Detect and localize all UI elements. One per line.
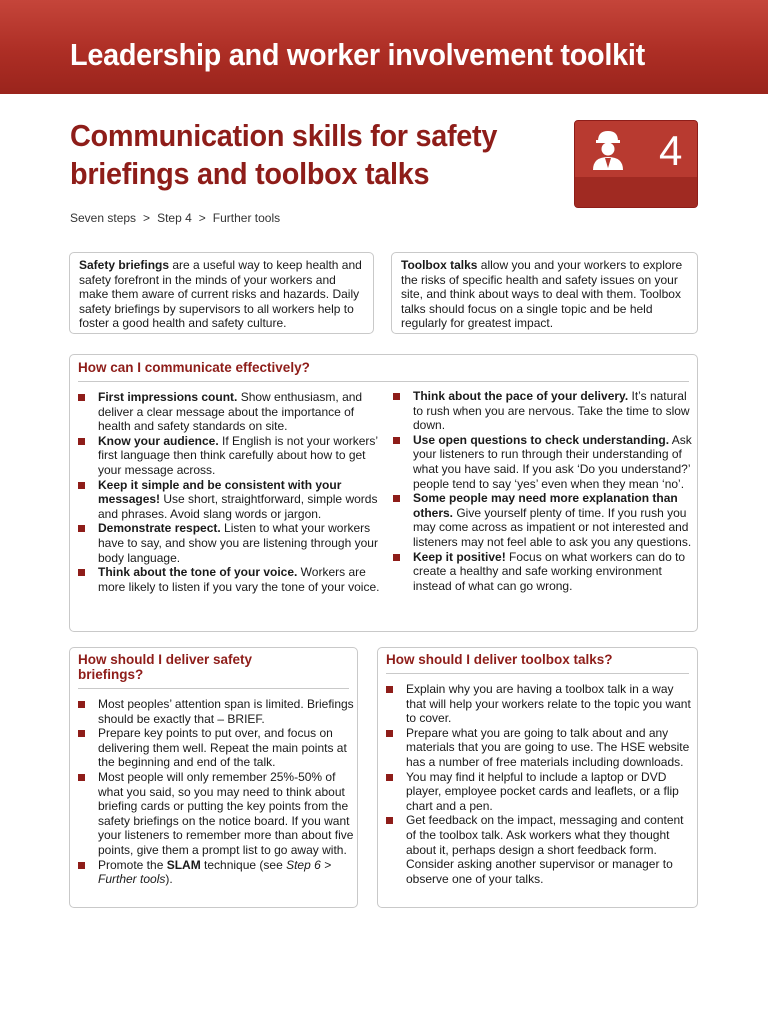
list-item-text: If English is not your workers’ first language then think carefully about how to get your message across. (98, 433, 378, 477)
list-item-text: Give yourself plenty of time. If you rush you may come across as impatient or not interested and listeners may not feel able to ask you any questions. (413, 505, 692, 549)
list-item-lead: Think about the tone of your voice. (98, 565, 298, 580)
list-item (70, 521, 380, 565)
toolbox-list (378, 682, 696, 886)
list-item-text: Get feedback on the impact, messaging and content of the toolbox talk. Ask workers what they thought about it, perhaps design a short feedback form. Consider asking another supervisor or manager to observe one of your talks. (406, 813, 684, 886)
list-item-lead: Keep it positive! (413, 549, 506, 564)
breadcrumb-further-tools[interactable]: Further tools (212, 211, 281, 225)
slam-mid: technique (see (200, 857, 287, 872)
list-item-text: Prepare key points to put over, and focus on delivering them well. Repeat the main points at the beginning and end of the talk. (98, 726, 347, 770)
bullet-square-icon (386, 774, 393, 781)
list-item-slam (70, 858, 355, 887)
bullet-square-icon (78, 701, 85, 708)
bullet-square-icon (78, 774, 85, 781)
briefings-heading-line-2: briefings? (78, 667, 144, 682)
list-item-text: Listen to what your workers have to say, and show you are listening through your body language. (98, 521, 378, 565)
slam-reference-link[interactable]: Step 6 > Further tools (98, 857, 332, 887)
list-item (385, 433, 695, 491)
step-badge (574, 120, 698, 208)
list-item (385, 550, 695, 594)
page-title-line-2: briefings and toolbox talks (70, 156, 430, 191)
bullet-square-icon (78, 730, 85, 737)
breadcrumb-separator: > (143, 211, 151, 225)
bullet-square-icon (78, 569, 85, 576)
toolbox-talks-intro-box (391, 252, 698, 334)
briefings-list (70, 697, 355, 887)
list-item (70, 478, 380, 522)
slam-term: SLAM (166, 857, 201, 872)
bullet-square-icon (386, 730, 393, 737)
list-item-lead: Think about the pace of your delivery. (413, 389, 629, 403)
list-item-lead: Some people may need more explanation than others. (413, 491, 678, 520)
deliver-briefings-box (69, 647, 358, 908)
intro-body: allow you and your workers to explore the risks of specific health and safety issues on your site, and think about ways to deal with them. Toolbox talks should focus on a single topic and be held regularly for greatest impact. (401, 258, 683, 331)
safety-briefings-intro-text (79, 258, 364, 331)
bullet-square-icon (393, 554, 400, 561)
bullet-square-icon (386, 686, 393, 693)
step-badge-lower (575, 177, 697, 208)
toolbox-heading: How should I deliver toolbox talks? (386, 652, 689, 674)
list-item-lead: Use open questions to check understanding. (413, 432, 670, 447)
toolkit-title: Leadership and worker involvement toolkit (70, 37, 645, 72)
list-item-text: Prepare what you are going to talk about and any materials that you are going to use. The HSE website has a number of free materials including downloads. (406, 725, 690, 769)
list-item-lead: First impressions count. (98, 390, 238, 404)
list-item-text: Show enthusiasm, and deliver a clear message about the importance of health and safety standards on site. (98, 390, 363, 434)
list-item (70, 726, 355, 770)
communicate-list-left (70, 390, 380, 594)
intro-term: Safety briefings (79, 258, 170, 272)
list-item-text: Ask your listeners to run through their understanding of what you have said. If you ask ‘Do you understand?’ people tend to say ‘yes’ even when they mean ‘no’. (413, 432, 692, 491)
list-item (378, 770, 696, 814)
bullet-square-icon (393, 393, 400, 400)
worker-icon (591, 128, 625, 170)
bullet-square-icon (78, 394, 85, 401)
toolbox-talks-intro-text (401, 258, 688, 331)
list-item-lead: Demonstrate respect. (98, 521, 221, 536)
slam-pre: Promote the (98, 857, 167, 872)
page-title (70, 117, 560, 193)
list-item-text: You may find it helpful to include a laptop or DVD player, employee pocket cards and leaflets, or a flip chart and a pen. (406, 769, 679, 813)
list-item-text: Workers are more likely to listen if you vary the tone of your voice. (98, 565, 380, 594)
list-item-text: Use short, straightforward, simple words and phrases. Avoid slang words or jargon. (98, 492, 378, 521)
step-number: 4 (659, 127, 683, 174)
list-item (385, 491, 695, 549)
list-item (70, 390, 380, 434)
header-banner (0, 0, 768, 94)
bullet-square-icon (386, 817, 393, 824)
list-item (378, 682, 696, 726)
safety-briefings-intro-box (69, 252, 374, 334)
list-item-text: Focus on what workers can do to create a healthy and safe working environment instead of what can go wrong. (413, 549, 686, 593)
breadcrumb-seven-steps[interactable]: Seven steps (70, 211, 137, 225)
bullet-square-icon (393, 437, 400, 444)
breadcrumb-separator: > (198, 211, 206, 225)
list-item (385, 389, 695, 433)
list-item (378, 813, 696, 886)
page-title-line-1: Communication skills for safety (70, 118, 498, 153)
intro-body: are a useful way to keep health and safety forefront in the minds of your workers and make them aware of current risks and hazards. Daily safety briefings by supervisors to all workers help to foster a good health and safety culture. (79, 258, 362, 331)
list-item (378, 726, 696, 770)
bullet-square-icon (393, 495, 400, 502)
intro-term: Toolbox talks (401, 258, 478, 272)
breadcrumb (70, 211, 280, 225)
list-item-lead: Keep it simple and be consistent with your messages! (98, 477, 342, 507)
list-item (70, 434, 380, 478)
list-item-text: Most people will only remember 25%-50% of what you said, so you may need to think about briefing cards or putting the key points from the safety briefings on the notice board. If you want your listeners to remember more than about five points, give them a prompt list to go away with. (98, 769, 354, 857)
communicate-list-right (385, 389, 695, 593)
breadcrumb-step-4[interactable]: Step 4 (157, 211, 192, 225)
deliver-toolbox-talks-box (377, 647, 698, 908)
communicate-heading: How can I communicate effectively? (78, 360, 689, 382)
list-item-text: Most peoples’ attention span is limited. Briefings should be exactly that – BRIEF. (98, 697, 354, 726)
list-item-lead: Know your audience. (98, 433, 219, 448)
briefings-heading (78, 652, 349, 689)
list-item-text: Explain why you are having a toolbox talk in a way that will help your workers relate to the topic you want to cover. (406, 682, 691, 726)
list-item (70, 565, 380, 594)
list-item (70, 697, 355, 726)
list-item-text: It’s natural to rush when you are nervous. Take the time to slow down. (413, 389, 690, 433)
bullet-square-icon (78, 862, 85, 869)
bullet-square-icon (78, 438, 85, 445)
communicate-effectively-box (69, 354, 698, 632)
briefings-heading-line-1: How should I deliver safety (78, 652, 253, 667)
bullet-square-icon (78, 525, 85, 532)
list-item (70, 770, 355, 858)
bullet-square-icon (78, 482, 85, 489)
slam-post: ). (165, 872, 173, 887)
